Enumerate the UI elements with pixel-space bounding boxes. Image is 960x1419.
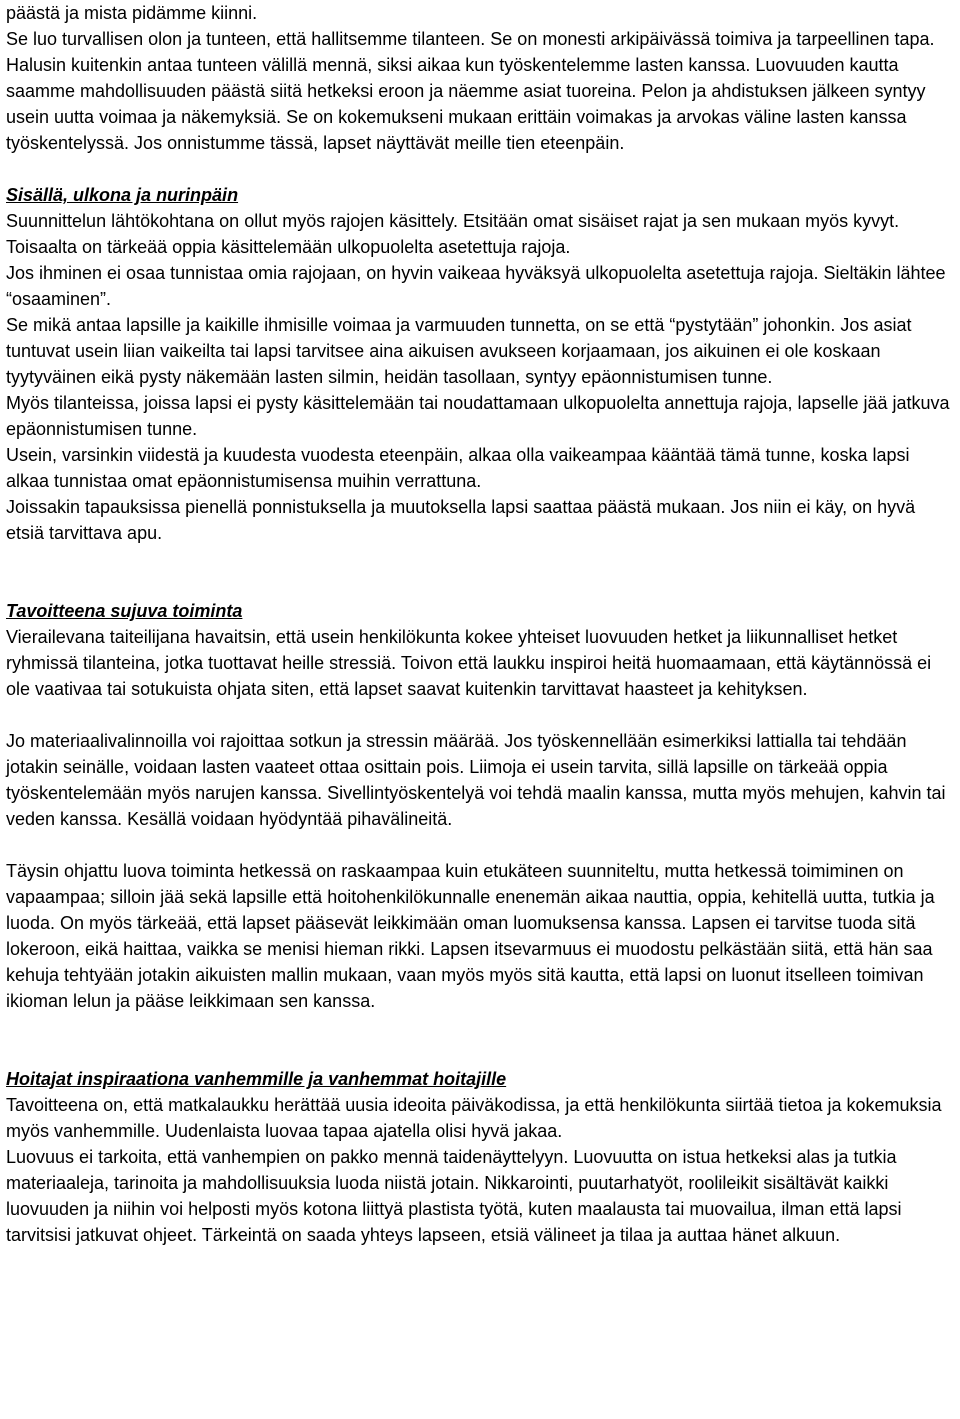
section3-paragraph-1: Tavoitteena on, että matkalaukku herättää uusia ideoita päiväkodissa, ja että henkilökunta siirtää tietoa ja kokemuksia myös vanhemmille. Uudenlaista luovaa tapaa ajatella olisi hyvä jakaa. <box>6 1095 942 1141</box>
spacer <box>6 1014 956 1066</box>
spacer <box>6 156 956 182</box>
intro-paragraph-1: päästä ja mista pidämme kiinni. <box>6 3 258 23</box>
spacer <box>6 832 956 858</box>
section-heading-toiminta: Tavoitteena sujuva toiminta <box>6 601 243 621</box>
spacer <box>6 546 956 598</box>
section3-paragraph-2: Luovuus ei tarkoita, että vanhempien on pakko mennä taidenäyttelyyn. Luovuutta on istua hetkeksi alas ja tutkia materiaaleja, tarinoita ja mahdollisuuksia luoda niistä jotain. Nikkarointi, puutarhatyöt, roolileikit sisältävät kaikki luovuuden ja niihin voi helposti myös kotona liittyä plastista työtä, kuten maalausta tai muovailua, ilman että lapsi tarvitsisi jatkuvat ohjeet. Tärkeintä on saada yhteys lapseen, etsiä välineet ja tilaa ja auttaa hänet alkuun. <box>6 1147 902 1245</box>
intro-paragraph-2: Se luo turvallisen olon ja tunteen, että hallitsemme tilanteen. Se on monesti arkipäivässä toimiva ja tarpeellinen tapa. Halusin kuitenkin antaa tunteen välillä mennä, siksi aikaa kun työskentelemme lasten kanssa. Luovuuden kautta saamme mahdollisuuden päästä siitä hetkeksi eroon ja näemme asiat tuoreina. Pelon ja ahdistuksen jälkeen syntyy usein uutta voimaa ja näkemyksiä. Se on kokemukseni mukaan erittäin voimakas ja arvokas väline lasten kanssa työskentelyssä. Jos onnistumme tässä, lapset näyttävät meille tien eteenpäin. <box>6 29 935 153</box>
section1-paragraph-2: Jos ihminen ei osaa tunnistaa omia rajojaan, on hyvin vaikeaa hyväksyä ulkopuolelta asetettuja rajoja. Sieltäkin lähtee “osaaminen”. <box>6 263 946 309</box>
section2-paragraph-3: Täysin ohjattu luova toiminta hetkessä on raskaampaa kuin etukäteen suunniteltu, mutta hetkessä toimiminen on vapaampaa; silloin jää sekä lapsille että hoitohenkilökunnalle enenemän aikaa nauttia, oppia, kehitellä uutta, tutkia ja luoda. On myös tärkeää, että lapset pääsevät leikkimään oman luomuksensa kanssa. Lapsen ei tarvitse tuoda sitä lokeroon, eikä haittaa, vaikka se menisi hieman rikki. Lapsen itsevarmuus ei muodostu pelkästään siitä, että hän saa kehuja tehtyään jotakin aikuisten mallin mukaan, vaan myös myös sitä kautta, että lapsi on luonut itselleen toimivan ikioman lelun ja pääse leikkimaan sen kanssa. <box>6 861 935 1011</box>
section2-paragraph-1: Vierailevana taiteilijana havaitsin, että usein henkilökunta kokee yhteiset luovuuden hetket ja liikunnalliset hetket ryhmissä tilanteina, jotka tuottavat heille stressiä. Toivon että laukku inspiroi heitä huomaamaan, että käytännössä ei ole vaativaa tai sotukuista ohjata siten, että lapset saavat kuitenkin tarvittavat haasteet ja kehityksen. <box>6 627 932 699</box>
section1-paragraph-1: Suunnittelun lähtökohtana on ollut myös rajojen käsittely. Etsitään omat sisäiset rajat ja sen mukaan myös kyvyt. Toisaalta on tärkeää oppia käsittelemään ulkopuolelta asetettuja rajoja. <box>6 211 900 257</box>
section1-paragraph-5: Usein, varsinkin viidestä ja kuudesta vuodesta eteenpäin, alkaa olla vaikeampaa kääntää tämä tunne, koska lapsi alkaa tunnistaa omat epäonnistumisensa muihin verrattuna. <box>6 445 910 491</box>
section1-paragraph-4: Myös tilanteissa, joissa lapsi ei pysty käsittelemään tai noudattamaan ulkopuolelta annettuja rajoja, lapselle jää jatkuva epäonnistumisen tunne. <box>6 393 950 439</box>
section1-paragraph-3: Se mikä antaa lapsille ja kaikille ihmisille voimaa ja varmuuden tunnetta, on se että “pystytään” johonkin. Jos asiat tuntuvat usein liian vaikeilta tai lapsi tarvitsee aina aikuisen avukseen korjaamaan, jos aikuinen ei ole koskaan tyytyväinen eikä pysty näkemään lasten silmin, heidän tasollaan, syntyy epäonnistumisen tunne. <box>6 315 912 387</box>
section-heading-hoitajat: Hoitajat inspiraationa vanhemmille ja vanhemmat hoitajille <box>6 1069 507 1089</box>
section1-paragraph-6: Joissakin tapauksissa pienellä ponnistuksella ja muutoksella lapsi saattaa päästä mukaan. Jos niin ei käy, on hyvä etsiä tarvittava apu. <box>6 497 916 543</box>
section-heading-rajat: Sisällä, ulkona ja nurinpäin <box>6 185 239 205</box>
spacer <box>6 702 956 728</box>
section2-paragraph-2: Jo materiaalivalinnoilla voi rajoittaa sotkun ja stressin määrää. Jos työskennellään esimerkiksi lattialla tai tehdään jotakin seinälle, voidaan lasten vaateet ottaa osittain pois. Liimoja ei usein tarvita, sillä lapsille on tärkeää oppia työskentelemään myös narujen kanssa. Sivellintyöskentelyä voi tehdä maalin kanssa, mutta myös mehujen, kahvin tai veden kanssa. Kesällä voidaan hyödyntää pihavälineitä. <box>6 731 946 829</box>
document-page <box>6 0 956 1248</box>
